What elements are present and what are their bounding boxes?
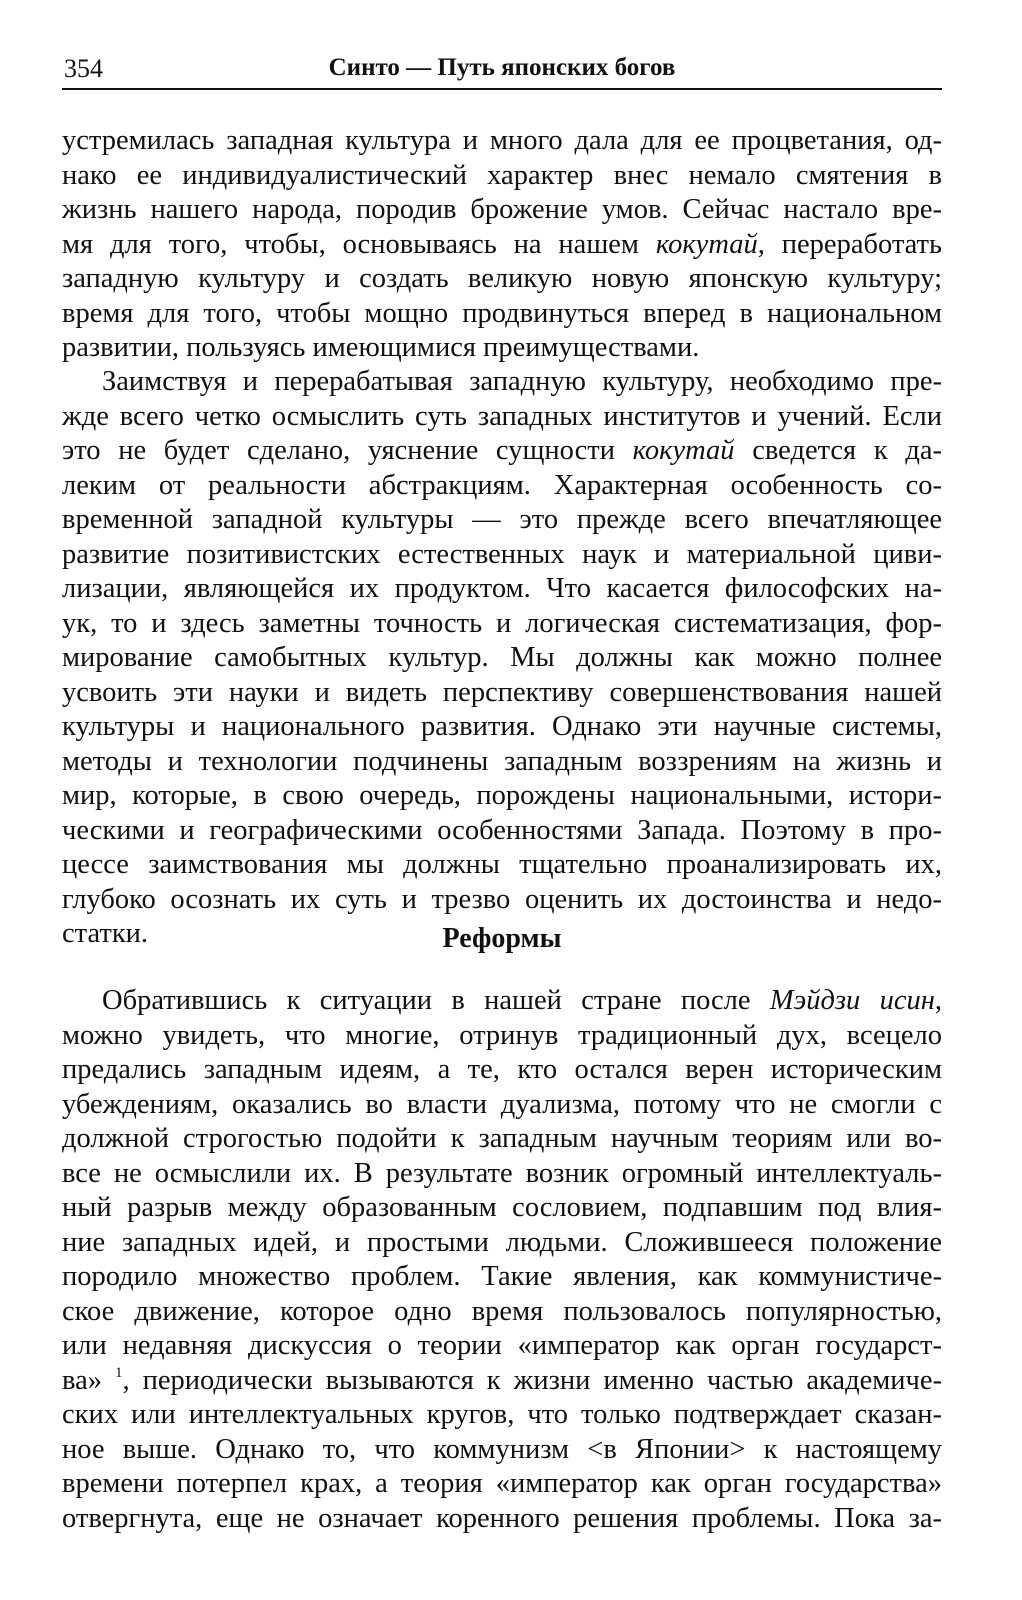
text-line: отвергнута, еще не означает коренного решения проблемы. Пока за- bbox=[62, 1502, 942, 1534]
text-line: породило множество проблем. Такие явления, как коммунистиче- bbox=[62, 1261, 942, 1292]
text-line bbox=[62, 434, 942, 469]
text-line: временной западной культуры — это прежде всего впечатляющее bbox=[62, 504, 942, 535]
text-line: жде всего четко осмыслить суть западных институтов и учений. Если bbox=[62, 400, 942, 432]
text-line: ный разрыв между образованным сословием, подпавшим под влия- bbox=[62, 1192, 942, 1223]
text-run: , периодически вызываются к жизни именно частью академиче- bbox=[122, 1364, 942, 1396]
text-line: предались западным идеям, а те, кто остался верен историческим bbox=[62, 1054, 942, 1085]
text-line: все не осмыслили их. В результате возник огромный интеллектуаль- bbox=[62, 1157, 942, 1189]
page-header bbox=[62, 48, 942, 90]
text-run: Обратившись к ситуации в нашей стране после bbox=[102, 985, 770, 1016]
text-line: мирование самобытных культур. Мы должны как можно полнее bbox=[62, 642, 942, 673]
paragraph-1 bbox=[62, 124, 942, 366]
text-line: ное выше. Однако то, что коммунизм <в Японии> к настоящему bbox=[62, 1433, 942, 1465]
text-line: лизации, являющейся их продуктом. Что касается философских на- bbox=[62, 573, 942, 604]
text-line: ское движение, которое одно время пользовалось популярностью, bbox=[62, 1295, 942, 1327]
text-line: ских или интеллектуальных кругов, что только подтверждает сказан- bbox=[62, 1399, 942, 1430]
text-line: должной строгостью подойти к западным научным теориям или во- bbox=[62, 1123, 942, 1154]
text-run: сведется к да- bbox=[734, 435, 942, 466]
text-line: усвоить эти науки и видеть перспективу совершенствования нашей bbox=[62, 676, 942, 708]
text-line: время для того, чтобы мощно продвинуться вперед в национальном bbox=[62, 297, 942, 329]
text-line: ние западных идей, и простыми людьми. Сложившееся положение bbox=[62, 1226, 942, 1258]
text-run: ва» bbox=[62, 1364, 115, 1396]
italic-term: Мэйдзи исин bbox=[769, 985, 935, 1016]
text-line: развитие позитивистских естественных наук и материальной циви- bbox=[62, 538, 942, 570]
text-line: ческими и географическими особенностями Запада. Поэтому в про- bbox=[62, 814, 942, 846]
text-line: жизнь нашего народа, породив брожение умов. Сейчас настало вре- bbox=[62, 194, 942, 225]
paragraph-3 bbox=[62, 984, 942, 1536]
text-line: времени потерпел крах, а теория «император как орган государства» bbox=[62, 1468, 942, 1499]
text-run: мя для того, чтобы, основываясь на нашем bbox=[62, 228, 656, 260]
text-line: западную культуру и создать великую новую японскую культуру; bbox=[62, 263, 942, 294]
running-title: Синто — Путь японских богов bbox=[328, 54, 676, 81]
text-line: статки. bbox=[62, 918, 149, 949]
text-line: леким от реальности абстракциям. Характерная особенность со- bbox=[62, 469, 942, 501]
text-line: Заимствуя и перерабатывая западную культуру, необходимо пре- bbox=[102, 366, 942, 397]
italic-term: кокутай bbox=[655, 228, 758, 260]
text-line: нако ее индивидуалистический характер внес немало смятения в bbox=[62, 159, 942, 191]
text-run: , bbox=[934, 985, 942, 1016]
text-line: устремилась западная культура и много дала для ее процветания, од- bbox=[62, 125, 942, 156]
text-line: культуры и национального развития. Однако эти научные системы, bbox=[62, 711, 942, 742]
text-run: это не будет сделано, уяснение сущности bbox=[62, 435, 633, 466]
book-page bbox=[62, 0, 942, 1600]
paragraph-2 bbox=[62, 365, 942, 952]
text-line: можно увидеть, что многие, отринув традиционный дух, всецело bbox=[62, 1019, 942, 1051]
text-run: , переработать bbox=[757, 228, 943, 260]
page-number: 354 bbox=[64, 54, 103, 83]
italic-term: кокутай bbox=[632, 435, 735, 466]
text-line: цессе заимствования мы должны тщательно проанализировать их, bbox=[62, 849, 942, 880]
text-line bbox=[62, 228, 942, 263]
text-line: глубоко осознать их суть и трезво оценить их достоинства и недо- bbox=[62, 883, 942, 915]
section-heading: Реформы bbox=[442, 923, 562, 954]
footnote-marker[interactable]: 1 bbox=[114, 1364, 123, 1381]
text-line: методы и технологии подчинены западным воззрениям на жизнь и bbox=[62, 745, 942, 777]
text-line bbox=[62, 984, 942, 1019]
text-line: мир, которые, в свою очередь, порождены национальными, истори- bbox=[62, 780, 942, 811]
text-line: ук, то и здесь заметны точность и логическая систематизация, фор- bbox=[62, 607, 942, 639]
text-line: или недавняя дискуссия о теории «император как орган государст- bbox=[62, 1330, 942, 1361]
text-line: убеждениям, оказались во власти дуализма, потому что не смогли с bbox=[62, 1088, 942, 1120]
text-line bbox=[62, 1364, 942, 1399]
text-line: развитии, пользуясь имеющимися преимуществами. bbox=[62, 332, 700, 363]
